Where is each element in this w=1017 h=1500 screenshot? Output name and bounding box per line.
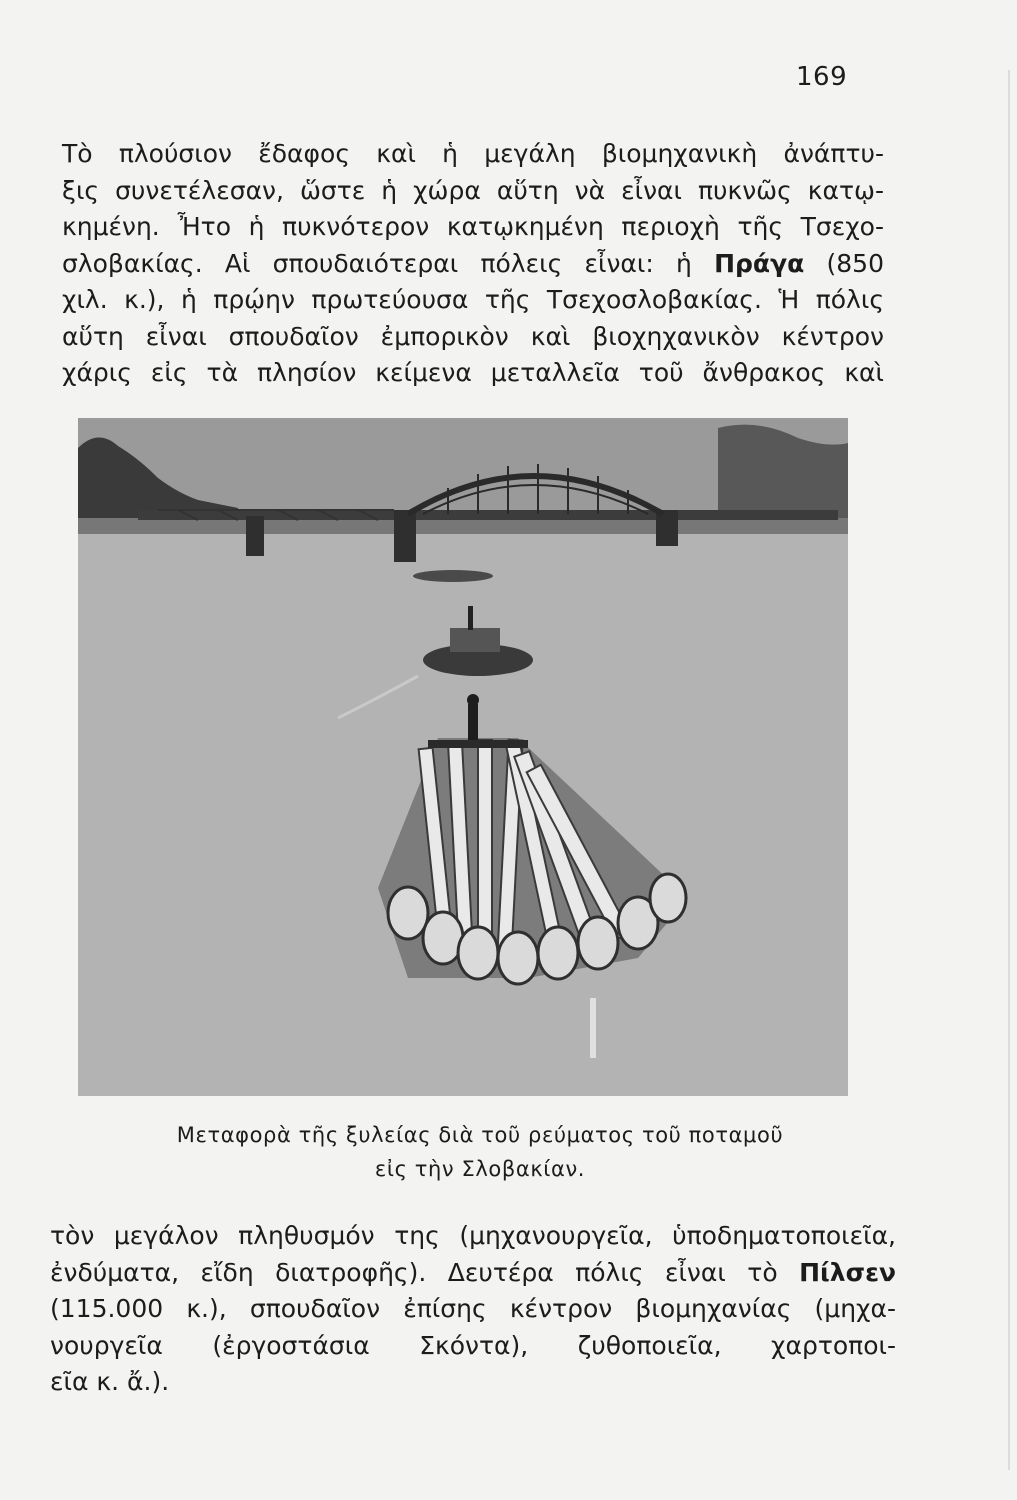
text-line: χιλ. κ.), ἡ πρῴην πρωτεύουσα τῆς Τσεχοσλοβακίας. Ἡ πόλις [62, 285, 884, 314]
text-fragment: ἐνδύματα, εἴδη διατροφῆς). Δευτέρα πόλις εἶναι τὸ [50, 1257, 778, 1287]
caption-line: εἰς τὴν Σλοβακίαν. [374, 1157, 586, 1181]
river-raft-photo [78, 418, 848, 1096]
text-line: αὕτη εἶναι σπουδαῖον ἐμπορικὸν καὶ βιοχηχανικὸν κέντρον [62, 321, 884, 351]
caption-line: Μεταφορὰ τῆς ξυλείας διὰ τοῦ ρεύματος τοῦ ποταμοῦ [176, 1123, 784, 1147]
text-line: τὸν μεγάλον πληθυσμόν της (μηχανουργεῖα, ὑποδηματοποιεῖα, [50, 1221, 896, 1250]
city-name-pilsen: Πίλσεν [799, 1257, 897, 1287]
text-line: χάρις εἰς τὰ πλησίον κείμενα μεταλλεῖα τοῦ ἄνθρακος καὶ [62, 358, 884, 387]
text-line: εῖα κ. ἄ.). [50, 1367, 170, 1396]
text-line: κημένη. Ἦτο ἡ πυκνότερον κατῳκημένη περιοχὴ τῆς Τσεχο- [62, 212, 884, 241]
top-paragraph [62, 136, 884, 392]
photo-caption [90, 1118, 870, 1186]
text-line: νουργεῖα (ἐργοστάσια Σκόντα), ζυθοποιεῖα, χαρτοποι- [50, 1330, 896, 1360]
bottom-paragraph [50, 1218, 896, 1401]
text-line [50, 1255, 896, 1292]
text-line: (115.000 κ.), σπουδαῖον ἐπίσης κέντρον βιομηχανίας (μηχα- [50, 1294, 896, 1323]
text-line: Τὸ πλούσιον ἔδαφος καὶ ἡ μεγάλη βιομηχανικὴ ἀνάπτυ- [62, 139, 884, 168]
text-fragment: (850 [826, 248, 884, 278]
city-name-prague: Πράγα [714, 248, 805, 278]
text-fragment: σλοβακίας. Αἱ σπουδαιότεραι πόλεις εἶναι: ἡ [62, 248, 692, 278]
page-number: 169 [796, 62, 848, 92]
text-line [62, 246, 884, 283]
text-line: ξις συνετέλεσαν, ὥστε ἡ χώρα αὕτη νὰ εἶναι πυκνῶς κατῳ- [62, 175, 884, 205]
page-edge-shadow [1008, 70, 1010, 1470]
